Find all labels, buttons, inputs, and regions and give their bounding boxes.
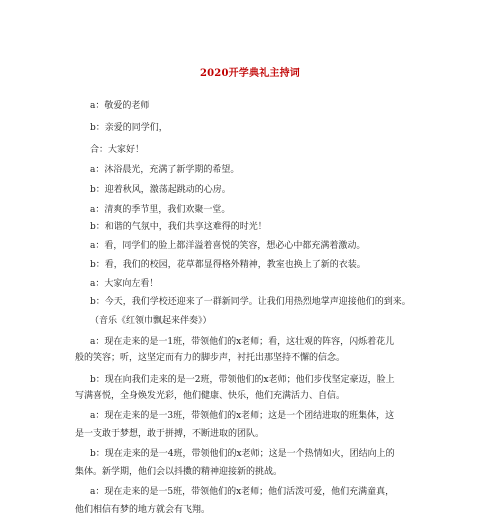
dialogue-line: a：沐浴晨光，充满了新学期的希望。 [90,165,240,175]
dialogue-line: a：大家向左看！ [90,279,159,289]
dialogue-line: 写满喜悦，全身焕发光彩，他们健康、快乐，他们充满活力、自信。 [75,391,346,401]
document-title: 2020开学典礼主持词 [199,68,301,79]
dialogue-line: 他们相信有梦的地方就会有飞翔。 [75,505,211,515]
dialogue-line: a：现在走来的是一1班，带领他们的x老师；看，这壮观的阵容，闪烁着花儿 [90,337,395,347]
dialogue-line: 合：大家好！ [90,145,145,155]
dialogue-line: a：清爽的季节里，我们欢聚一堂。 [90,205,231,215]
dialogue-line: b：今天，我们学校还迎来了一群新同学。让我们用热烈地掌声迎接他们的到来。 [90,297,411,307]
dialogue-line: 般的笑容；听，这坚定而有力的脚步声，衬托出那坚持不懈的信念。 [75,353,346,363]
dialogue-line: b：现在走来的是一4班，带领他们的x老师；这是一个热情如火，团结向上的 [90,449,395,459]
dialogue-line: （音乐《红领巾飘起来伴奏》） [90,316,212,326]
dialogue-line: a：看，同学们的脸上都洋溢着喜悦的笑容，想必心中都充满着激动。 [90,241,366,251]
dialogue-line: b：看，我们的校园，花草都显得格外精神，教室也换上了新的衣装。 [90,260,366,270]
dialogue-line: b：迎着秋风，激荡起跳动的心房。 [90,185,231,195]
dialogue-line: b：现在向我们走来的是一2班，带领他们的x老师；他们步伐坚定豪迈，脸上 [90,375,395,385]
dialogue-line: b：亲爱的同学们， [90,123,168,133]
dialogue-line: a：现在走来的是一5班，带领他们的x老师；他们活泼可爱，他们充满童真， [90,487,395,497]
dialogue-line: a：敬爱的老师 [90,101,150,111]
dialogue-line: 集体。新学期，他们会以抖擞的精神迎接新的挑战。 [75,467,283,477]
dialogue-line: b：和谐的气氛中，我们共享这难得的时光！ [90,222,267,232]
dialogue-line: a：现在走来的是一3班，带领他们的x老师；这是一个团结进取的班集体，这 [90,411,395,421]
dialogue-line: 是一支敢于梦想，敢于拼搏，不断进取的团队。 [75,429,265,439]
